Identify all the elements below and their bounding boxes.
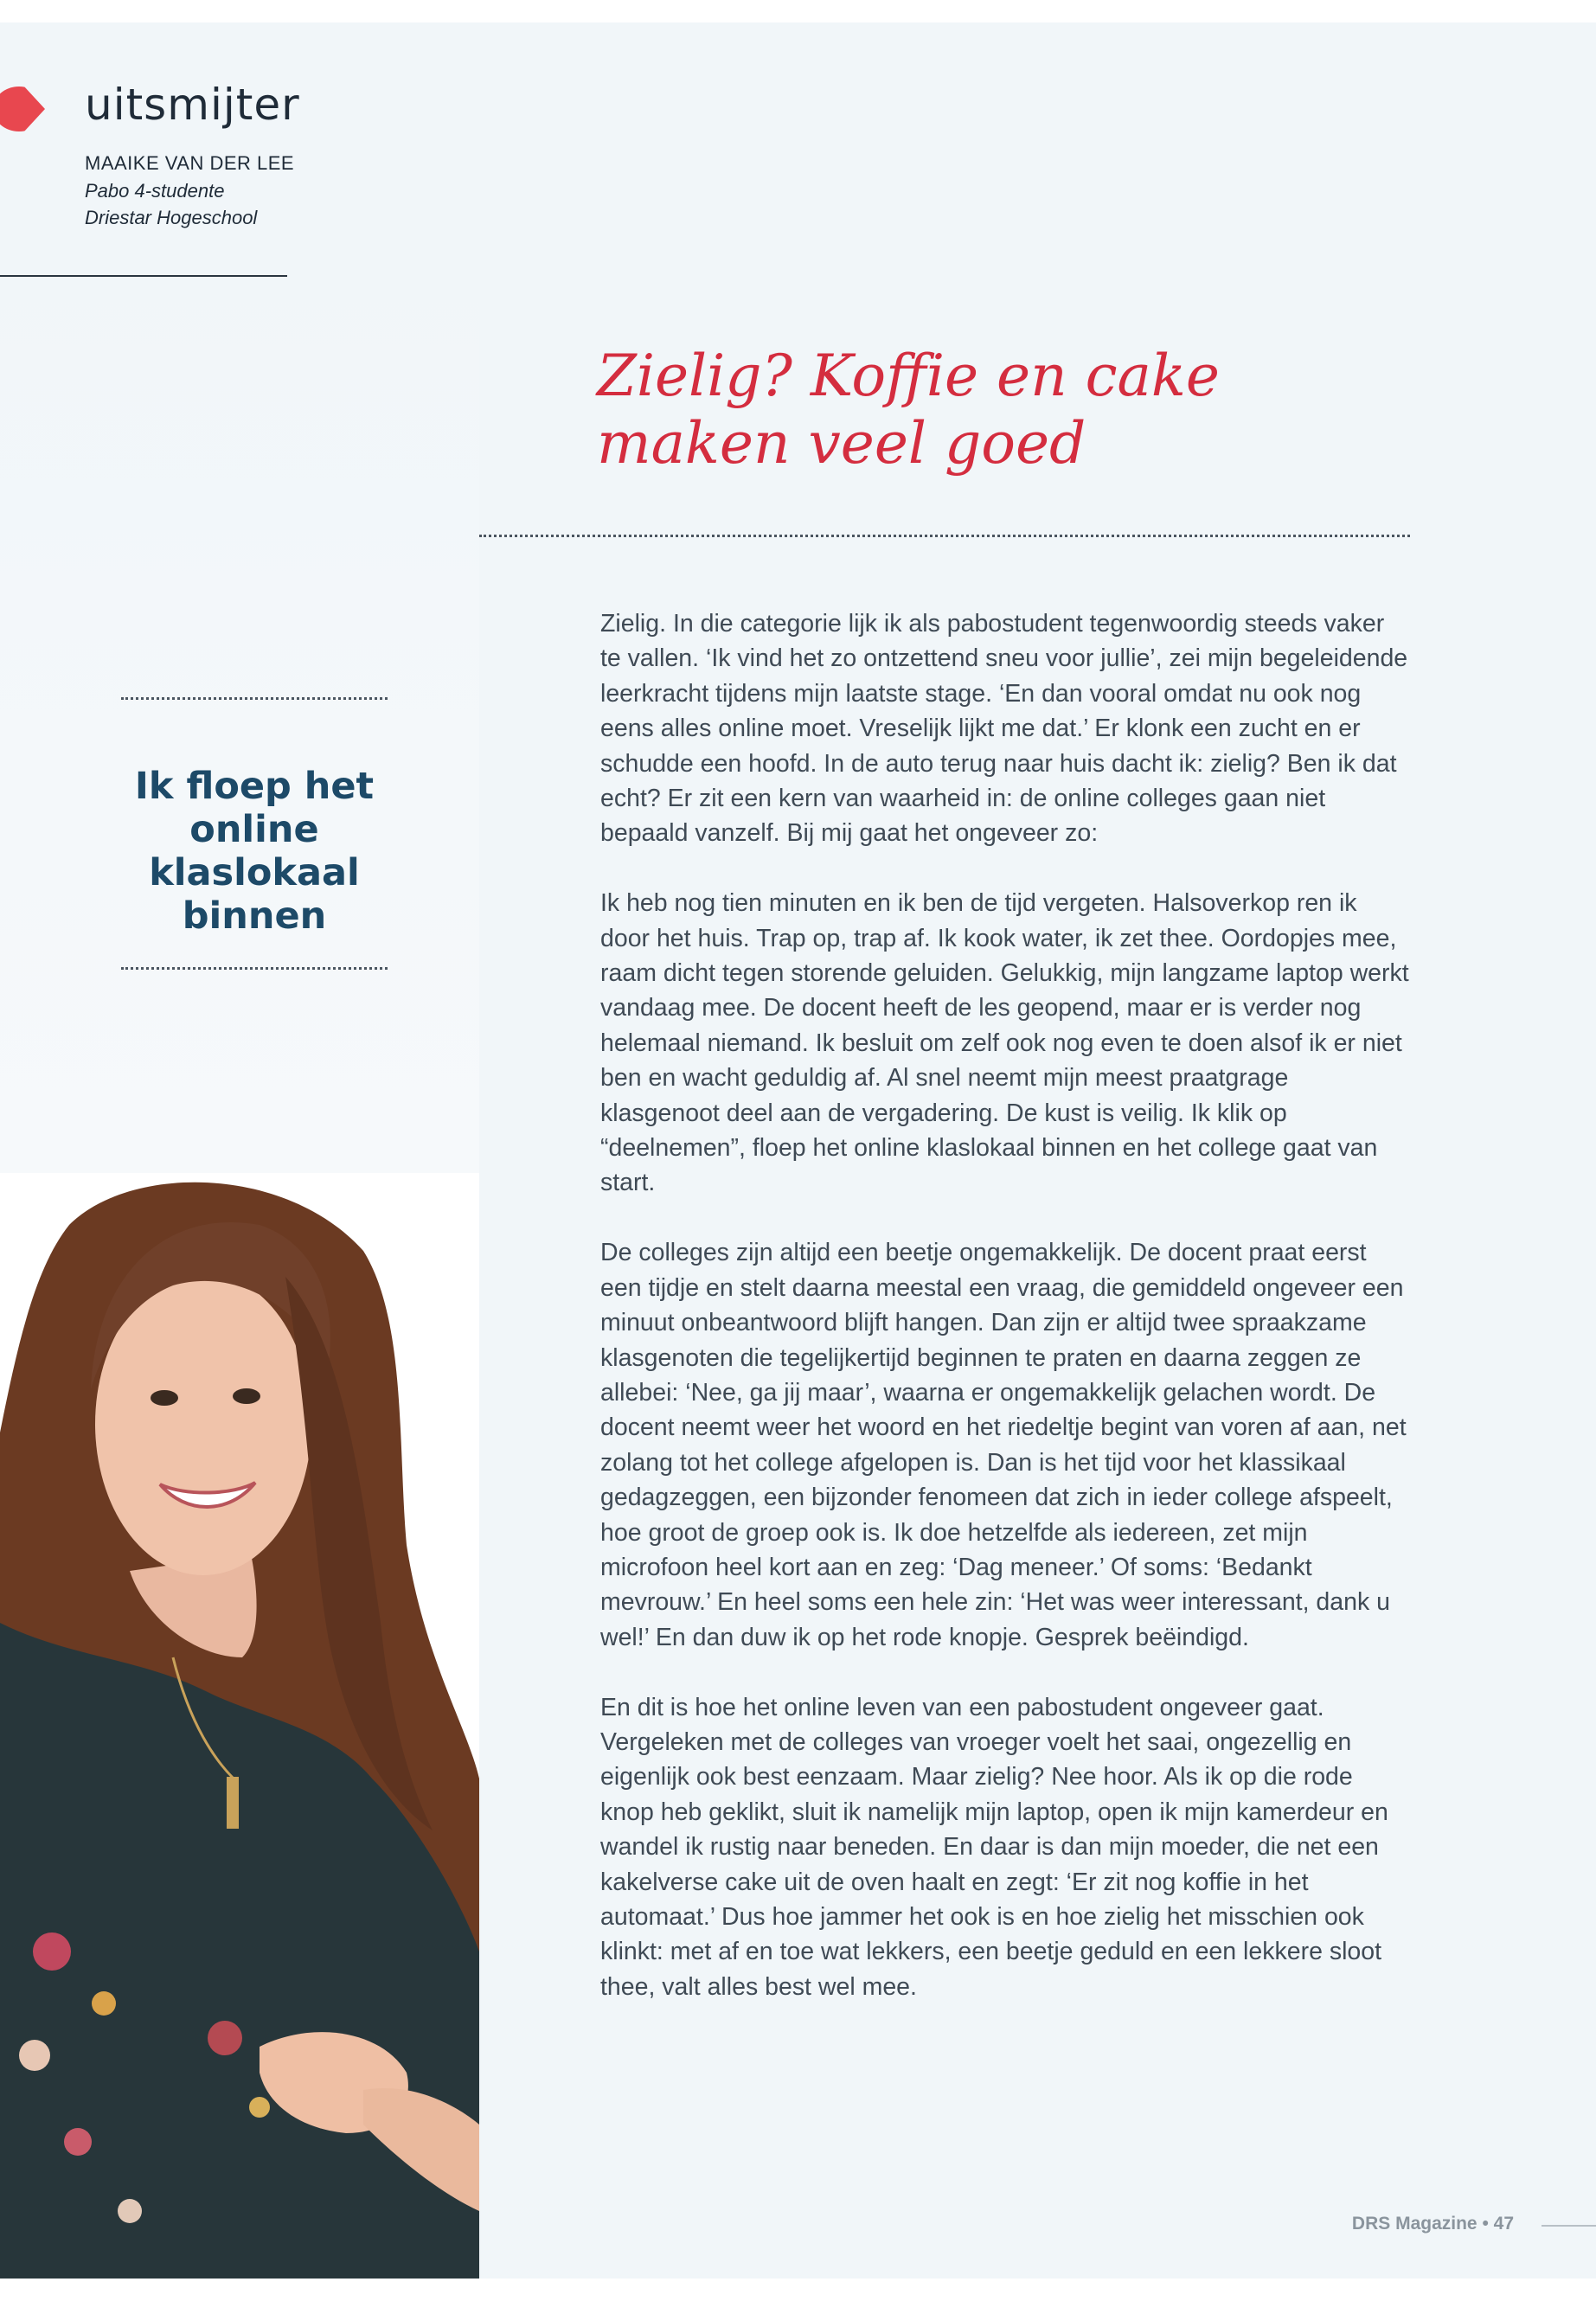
author-name: MAAIKE VAN DER LEE xyxy=(85,152,295,174)
magazine-page xyxy=(0,22,1596,2279)
article-title xyxy=(597,343,1254,478)
pull-quote-bottom-rule xyxy=(121,967,388,970)
paragraph: Ik heb nog tien minuten en ik ben de tijd vergeten. Halsoverkop ren ik door het huis. Trap op, trap af. Ik kook water, ik zet thee. Oordopjes mee, raam dicht tegen storende geluiden. Gelukkig, mijn langzame laptop werkt vandaag mee. De docent heeft de les geopend, maar er is verder nog helemaal niemand. Ik besluit om zelf ook nog even te doen alsof ik er niet ben en wacht geduldig af. Al snel neemt mijn meest praatgrage klasgenoot deel aan de vergadering. De kust is veilig. Ik klik op “deelnemen”, floep het online klaslokaal binnen en het college gaat van start. xyxy=(600,889,1409,1197)
page-footer: DRS Magazine • 47 xyxy=(1351,2214,1514,2234)
author-org: Driestar Hogeschool xyxy=(85,207,258,228)
pull-quote: Ik floep het online klaslokaal binnen xyxy=(134,765,375,938)
red-marker-icon xyxy=(0,87,45,131)
title-line-1: Zielig? Koffie en cake xyxy=(597,343,1220,409)
article-body xyxy=(600,606,1410,2040)
paragraph: De colleges zijn altijd een beetje ongemakkelijk. De docent praat eerst een tijdje en stelt daarna meestal een vraag, die gemiddeld ongeveer een minuut onbeantwoord blijft hangen. Dan zijn er altijd twee spraakzame klasgenoten die tegelijkertijd beginnen te praten en daarna zeggen ze allebei: ‘Nee, ga jij maar’, waarna er ongemakkelijk gelachen wordt. De docent neemt weer het woord en het riedeltje begint van voren af aan, net zolang tot het college afgelopen is. Dan is het tijd voor het klassikaal gedagzeggen, een bijzonder fenomeen dat zich in ieder college afspeelt, hoe groot de groep ook is. Ik doe hetzelfde als iedereen, zet mijn microfoon heel kort aan en zeg: ‘Dag meneer.’ Of soms: ‘Bedankt mevrouw.’ En heel soms een hele zin: ‘Het was weer interessant, dank u wel!’ En dan duw ik op het rode knopje. Gesprek beëindigd. xyxy=(600,1239,1407,1651)
title-line-2: maken veel goed xyxy=(597,410,1086,477)
footer-rule xyxy=(1542,2225,1596,2227)
header-divider xyxy=(0,275,287,277)
paragraph: En dit is hoe het online leven van een pabostudent ongeveer gaat. Vergeleken met de colleges van vroeger voelt het saai, ongezellig en eigenlijk ook best eenzaam. Maar zielig? Nee hoor. Als ik op die rode knop heb geklikt, sluit ik namelijk mijn laptop, open ik mijn kamerdeur en wandel ik rustig naar beneden. En daar is dan mijn moeder, die net een kakelverse cake uit de oven haalt en zegt: ‘Er zit nog koffie in het automaat.’ Dus hoe jammer het ook is en hoe zielig het misschien ook klinkt: met af en toe wat lekkers, een beetje geduld en een lekkere sloot thee, valt alles best wel mee. xyxy=(600,1693,1388,2001)
author-role: Pabo 4-studente xyxy=(85,180,225,202)
author-portrait xyxy=(0,1173,479,2279)
section-label: uitsmijter xyxy=(85,80,300,130)
paragraph: Zielig. In die categorie lijk ik als pabostudent tegenwoordig steeds vaker te vallen. ‘Ik vind het zo ontzettend sneu voor jullie’, zei mijn begeleidende leerkracht tijdens mijn laatste stage. ‘En dan vooral omdat nu ook nog eens alles online moet. Vreselijk lijkt me dat.’ Er klonk een zucht en er schudde een hoofd. In de auto terug naar huis dacht ik: zielig? Ben ik dat echt? Er zit een kern van waarheid in: de online colleges gaan niet bepaald vanzelf. Bij mij gaat het ongeveer zo: xyxy=(600,610,1408,848)
title-divider xyxy=(479,535,1410,537)
pull-quote-top-rule xyxy=(121,697,388,700)
